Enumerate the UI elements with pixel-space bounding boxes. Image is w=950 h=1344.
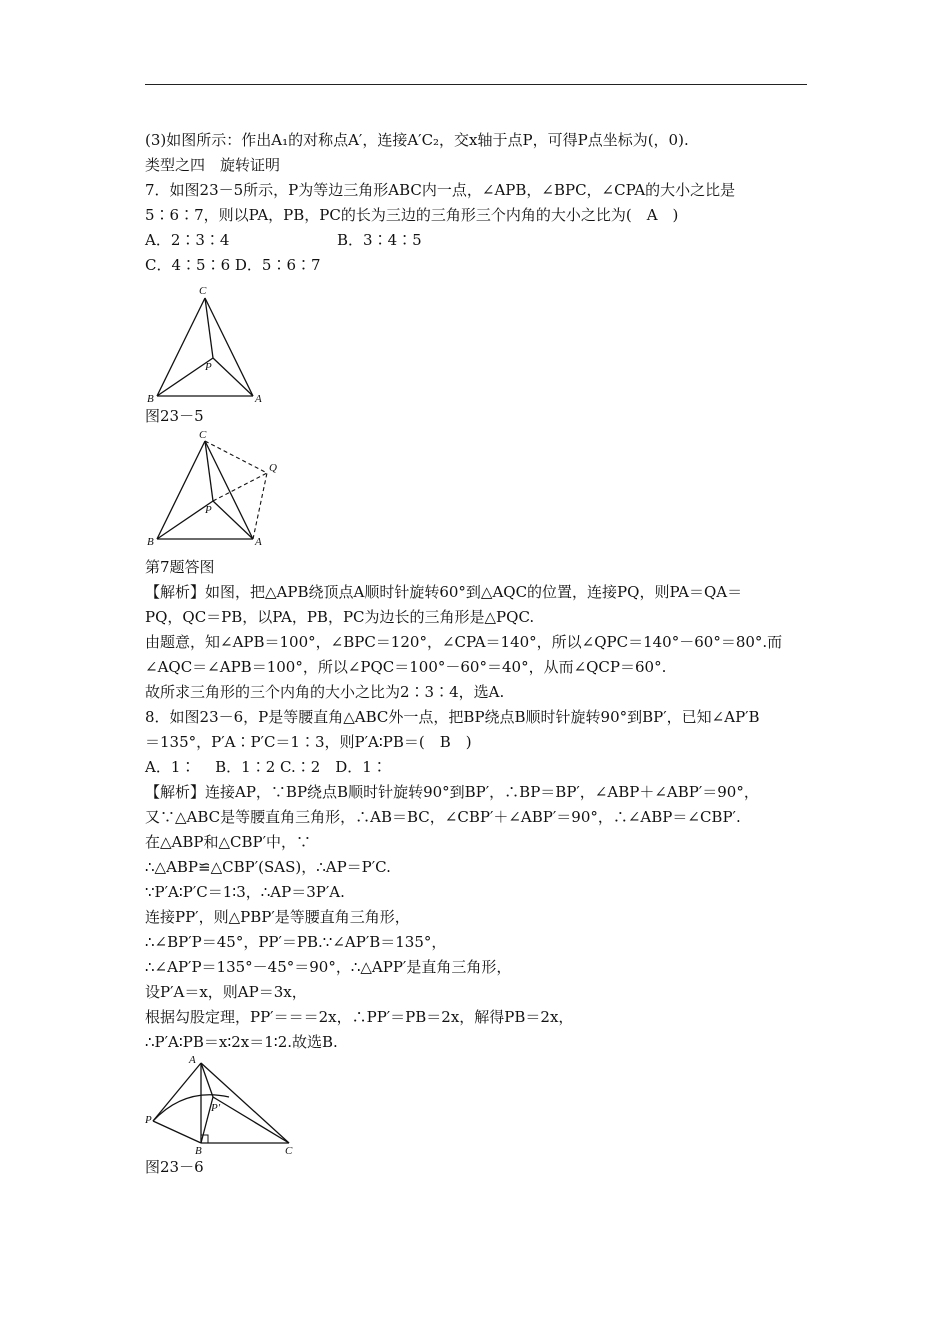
question-7-line: 5∶6∶7，则以PA，PB，PC的长为三边的三角形三个内角的大小之比为( A ) [145,206,679,224]
edge-ap [213,501,253,539]
analysis-line: ∠AQC＝∠APB＝100°，所以∠PQC＝100°－60°＝40°，从而∠QCP＝60°. [145,658,667,676]
edge-ap [153,1063,201,1121]
q7-option-a: A．2∶3∶4 [145,231,230,249]
q8-options: A．1∶ B．1∶2 C.∶2 D．1∶ [145,758,387,776]
label-q: Q [269,462,277,474]
analysis-line: ∵P′A∶P′C＝1∶3，∴AP＝3P′A. [145,883,345,901]
analysis-line: 【解析】连接AP，∵BP绕点B顺时针旋转90°到BP′，∴BP＝BP′，∠ABP＋∠ABP′＝90°， [145,783,759,801]
analysis-line: ∴∠AP′P＝135°－45°＝90°，∴△APP′是直角三角形， [145,958,512,976]
figure-23-5 [145,278,810,404]
label-c: C [199,429,207,441]
label-c: C [285,1145,293,1155]
label-a: A [255,393,262,404]
edge-cp-prime [213,1097,289,1143]
label-p-prime: P′ [211,1102,221,1114]
analysis-line: 又∵△ABC是等腰直角三角形，∴AB＝BC，∠CBP′＋∠ABP′＝90°，∴∠ABP＝∠CBP′. [145,808,741,826]
q7-option-b: B．3∶4∶5 [337,231,422,249]
q7-options-row1 [145,228,810,253]
analysis-line: 在△ABP和△CBP′中，∵ [145,833,312,851]
analysis-line: 根据勾股定理，PP′＝＝＝2x，∴PP′＝PB＝2x，解得PB＝2x， [145,1008,574,1026]
edge-pq-dashed [213,473,267,501]
edge-aq-dashed [253,473,267,539]
section-heading: 类型之四 旋转证明 [145,156,281,174]
figure-q7-answer [145,429,810,555]
figure-caption: 图23－5 [145,407,204,425]
document-body [145,128,810,1180]
question-7-line: 7．如图23－5所示，P为等边三角形ABC内一点，∠APB，∠BPC，∠CPA的大小之比是 [145,181,736,199]
analysis-line: 【解析】如图，把△APB绕顶点A顺时针旋转60°到△AQC的位置，连接PQ，则PA＝QA＝ [145,583,743,601]
label-p: P [145,1114,152,1126]
edge-cb [157,441,205,539]
label-b: B [147,536,154,548]
analysis-line: ∴△ABP≌△CBP′(SAS)，∴AP＝P′C. [145,858,391,876]
figure-23-6 [145,1055,810,1155]
label-a: A [189,1055,196,1066]
analysis-line: PQ，QC＝PB，以PA，PB，PC为边长的三角形是△PQC. [145,608,535,626]
edge-bp [153,1121,201,1143]
label-a: A [255,536,262,548]
analysis-line: 连接PP′，则△PBP′是等腰直角三角形， [145,908,410,926]
edge-ca [205,298,253,396]
header-rule [145,84,807,85]
analysis-line: 由题意，知∠APB＝100°，∠BPC＝120°，∠CPA＝140°，所以∠QPC＝140°－60°＝80°.而 [145,633,783,651]
label-c: C [199,285,207,297]
analysis-line: ∴∠BP′P＝45°，PP′＝PB.∵∠AP′B＝135°， [145,933,447,951]
analysis-line: 故所求三角形的三个内角的大小之比为2∶3∶4，选A. [145,683,505,701]
edge-cq-dashed [205,441,267,473]
edge-ca [205,441,253,539]
q7-options-row2: C．4∶5∶6 D．5∶6∶7 [145,256,321,274]
question-8-line: ＝135°，P′A∶P′C＝1∶3，则P′A∶PB＝( B ) [145,733,472,751]
edge-ap [213,358,253,396]
label-p: P [205,361,212,373]
label-b: B [195,1145,202,1155]
edge-cb [157,298,205,396]
analysis-line: 设P′A＝x，则AP＝3x， [145,983,307,1001]
label-p: P [205,504,212,516]
figure-caption: 第7题答图 [145,558,215,576]
analysis-line: ∴P′A∶PB＝x∶2x＝1∶2.故选B. [145,1033,338,1051]
text-line: (3)如图所示：作出A₁的对称点A′，连接A′C₂，交x轴于点P，可得P点坐标为(，0). [145,131,689,149]
label-b: B [147,393,154,404]
question-8-line: 8．如图23－6，P是等腰直角△ABC外一点，把BP绕点B顺时针旋转90°到BP′，已知∠AP′B [145,708,760,726]
figure-caption: 图23－6 [145,1158,204,1176]
